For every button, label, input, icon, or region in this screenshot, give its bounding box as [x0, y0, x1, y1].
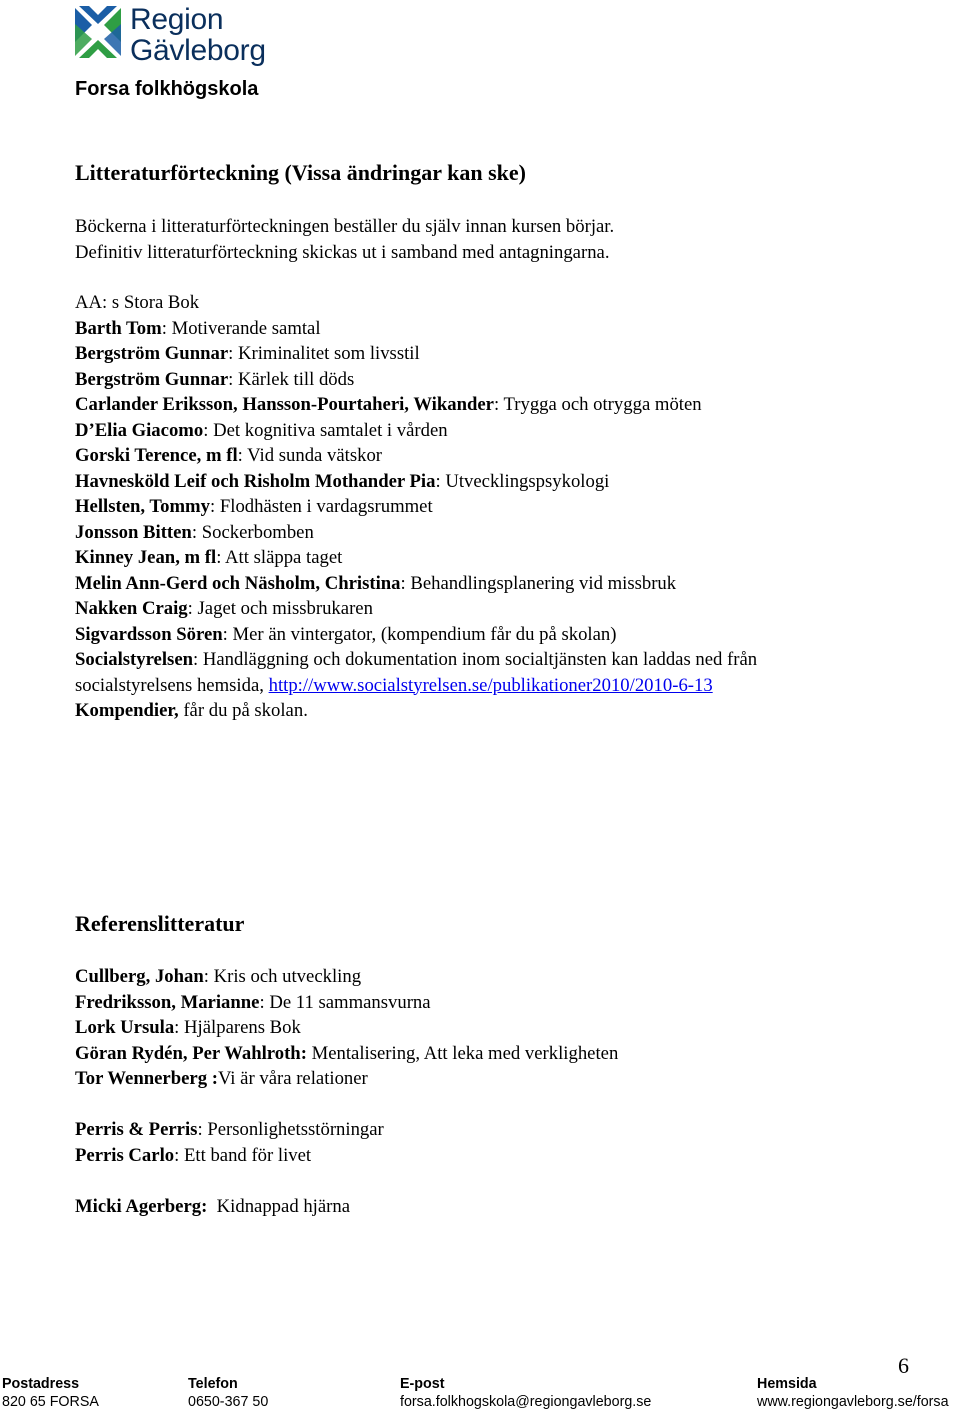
- socialstyrelsen-link[interactable]: http://www.socialstyrelsen.se/publikationer2010/2010-6-13: [268, 674, 713, 696]
- school-name: Forsa folkhögskola: [75, 78, 259, 100]
- book-title: Motiverande samtal: [171, 317, 321, 339]
- book-item: Socialstyrelsen: Handläggning och dokumentation inom socialtjänsten kan laddas ned från: [75, 649, 758, 670]
- book-title: Trygga och otrygga möten: [503, 394, 702, 415]
- footer-epost: [400, 1375, 651, 1411]
- intro-text: [75, 214, 614, 265]
- book-title: Handläggning och dokumentation inom socialtjänsten kan laddas ned från: [202, 649, 758, 670]
- book-author: Melin Ann-Gerd och Näsholm, Christina: [75, 572, 401, 594]
- book-title: Det kognitiva samtalet i vården: [213, 419, 448, 441]
- footer-value: forsa.folkhogskola@regiongavleborg.se: [400, 1394, 652, 1410]
- literature-list-heading: Litteraturförteckning (Vissa ändringar kan ske): [75, 160, 526, 185]
- book-item: Hellsten, Tommy: Flodhästen i vardagsrummet: [75, 496, 433, 517]
- reference-author: Tor Wennerberg :: [75, 1068, 218, 1089]
- reference-item: Cullberg, Johan: Kris och utveckling: [75, 966, 362, 987]
- reference-item: Perris & Perris: Personlighetsstörningar: [75, 1119, 384, 1140]
- book-item: Barth Tom: Motiverande samtal: [75, 317, 321, 339]
- reference-title: Mentalisering, Att leka med verkligheten: [311, 1042, 619, 1064]
- footer-hemsida: [757, 1375, 949, 1411]
- reference-author: Göran Rydén, Per Wahlroth:: [75, 1042, 307, 1064]
- reference-item: [75, 1194, 618, 1220]
- footer-label: Hemsida: [757, 1376, 817, 1392]
- kompendier-note: Kompendier, får du på skolan.: [75, 700, 308, 721]
- book-title: Jaget och missbrukaren: [197, 598, 373, 619]
- reference-item: [75, 1041, 618, 1067]
- book-author: Barth Tom: [75, 317, 162, 339]
- book-author: Carlander Eriksson, Hansson-Pourtaheri, Wikander: [75, 394, 494, 415]
- book-item: Kinney Jean, m fl: Att släppa taget: [75, 547, 343, 568]
- book-author: Bergström Gunnar: [75, 343, 229, 364]
- book-item: Gorski Terence, m fl: Vid sunda vätskor: [75, 445, 383, 466]
- book-item: Bergström Gunnar: Kriminalitet som livsstil: [75, 343, 420, 364]
- book-list: [75, 290, 757, 724]
- book-author: Nakken Craig: [75, 598, 188, 619]
- book-item: Jonsson Bitten: Sockerbomben: [75, 521, 314, 543]
- book-title: Kriminalitet som livsstil: [238, 343, 420, 364]
- book-author: Bergström Gunnar: [75, 368, 229, 390]
- book-title: Stora Bok: [123, 292, 200, 313]
- reference-author: Cullberg, Johan: [75, 966, 204, 987]
- page-number: 6: [898, 1353, 909, 1378]
- footer-label: E-post: [400, 1376, 445, 1392]
- book-author: Havnesköld Leif och Risholm Mothander Pia: [75, 470, 436, 492]
- region-logo-icon: [72, 4, 124, 60]
- book-title: Utvecklingspsykologi: [445, 470, 610, 492]
- reference-list: [75, 964, 618, 1219]
- footer: [0, 1375, 960, 1414]
- book-item: Havnesköld Leif och Risholm Mothander Pia: Utvecklingspsykologi: [75, 470, 610, 492]
- book-item: Carlander Eriksson, Hansson-Pourtaheri, Wikander: Trygga och otrygga möten: [75, 394, 702, 415]
- reference-author: Micki Agerberg:: [75, 1195, 208, 1217]
- reference-title: Ett band för livet: [183, 1144, 312, 1166]
- footer-telefon: [188, 1375, 268, 1411]
- reference-item: Fredriksson, Marianne: De 11 sammansvurna: [75, 991, 431, 1013]
- reference-title: Kris och utveckling: [213, 966, 362, 987]
- book-author: Hellsten, Tommy: [75, 496, 210, 517]
- book-author: AA: [75, 292, 102, 313]
- logo-wordmark: [130, 4, 266, 66]
- book-item: Melin Ann-Gerd och Näsholm, Christina: Behandlingsplanering vid missbruk: [75, 572, 677, 594]
- reference-author: Lork Ursula: [75, 1017, 175, 1038]
- logo-line-gavleborg: Gävleborg: [130, 34, 266, 67]
- book-author: Kinney Jean, m fl: [75, 547, 217, 568]
- book-author: Jonsson Bitten: [75, 521, 192, 543]
- footer-value: 0650-367 50: [188, 1394, 269, 1410]
- logo-line-region: Region: [130, 3, 224, 36]
- book-author: Sigvardsson Sören: [75, 623, 223, 645]
- footer-value: 820 65 FORSA: [2, 1394, 99, 1410]
- reference-title: Personlighetsstörningar: [207, 1119, 384, 1140]
- book-item: AA: s Stora Bok: [75, 292, 200, 313]
- reference-item: [75, 1066, 618, 1092]
- reference-title: Vi är våra relationer: [217, 1068, 368, 1089]
- footer-label: Telefon: [188, 1376, 238, 1392]
- book-title: Flodhästen i vardagsrummet: [219, 496, 433, 517]
- book-author: D’Elia Giacomo: [75, 419, 204, 441]
- reference-literature-heading: Referenslitteratur: [75, 911, 245, 936]
- book-item: Sigvardsson Sören: Mer än vintergator, (kompendium får du på skolan): [75, 623, 617, 645]
- footer-label: Postadress: [2, 1376, 80, 1392]
- book-title: Sockerbomben: [201, 521, 314, 543]
- footer-value: www.regiongavleborg.se/forsa: [757, 1394, 949, 1410]
- book-title: Att släppa taget: [225, 547, 343, 568]
- reference-title: Kidnappad hjärna: [216, 1195, 351, 1217]
- book-item-continuation: socialstyrelsens hemsida, http://www.socialstyrelsen.se/publikationer2010/2010-6-13: [75, 674, 713, 696]
- reference-item: Perris Carlo: Ett band för livet: [75, 1144, 312, 1166]
- reference-item: Lork Ursula: Hjälparens Bok: [75, 1017, 301, 1038]
- book-item: Bergström Gunnar: Kärlek till döds: [75, 368, 355, 390]
- reference-author: Fredriksson, Marianne: [75, 991, 260, 1013]
- footer-postadress: [2, 1375, 99, 1411]
- book-item: D’Elia Giacomo: Det kognitiva samtalet i vården: [75, 419, 448, 441]
- reference-title: Hjälparens Bok: [184, 1017, 301, 1038]
- book-title: Vid sunda vätskor: [247, 445, 383, 466]
- book-item: Nakken Craig: Jaget och missbrukaren: [75, 598, 373, 619]
- reference-author: Perris Carlo: [75, 1144, 175, 1166]
- book-title: Mer än vintergator, (kompendium får du på skolan): [232, 623, 617, 645]
- book-author: Socialstyrelsen: [75, 649, 194, 670]
- reference-author: Perris & Perris: [75, 1119, 198, 1140]
- reference-title: De 11 sammansvurna: [269, 991, 431, 1013]
- book-author: Gorski Terence, m fl: [75, 445, 238, 466]
- intro-line: Definitiv litteraturförteckning skickas ut i samband med antagningarna.: [75, 241, 610, 263]
- intro-line: Böckerna i litteraturförteckningen beställer du själv innan kursen börjar.: [75, 216, 615, 237]
- book-title: Kärlek till döds: [238, 368, 355, 390]
- book-title: Behandlingsplanering vid missbruk: [410, 572, 677, 594]
